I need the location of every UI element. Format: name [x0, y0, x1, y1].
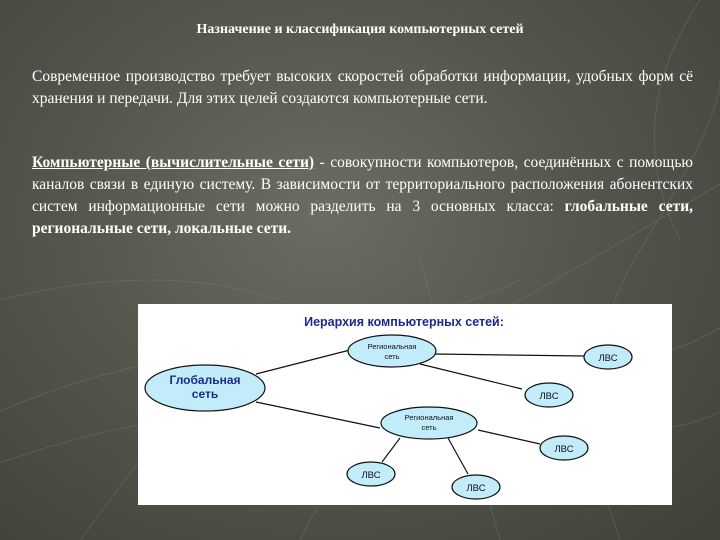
- regional-network-node: [348, 335, 436, 367]
- lan-node: [347, 462, 395, 486]
- regional-node-2-line1: Региональная: [404, 413, 454, 422]
- page-title: Назначение и классификация компьютерных сетей: [196, 22, 524, 37]
- definition-text: - совокупности компьютеров, соединённых с помощью каналов связи в единую систему. В зависимости от территориального расположения абонентских систем информационные сети можно разделить на 3 основных класса:: [32, 154, 693, 215]
- regional-node-1-line1: Региональная: [367, 342, 417, 351]
- lan-node: [525, 383, 573, 407]
- lan-label: ЛВС: [466, 483, 486, 494]
- lan-label: ЛВС: [554, 444, 574, 455]
- regional-network-node: [381, 407, 477, 439]
- global-network-node: [145, 365, 265, 411]
- global-node-line2: сеть: [191, 387, 219, 401]
- lan-node: [540, 436, 588, 460]
- lan-node: [452, 475, 500, 499]
- intro-paragraph: Современное производство требует высоких скоростей обработки информации, удобных форм сё хранения и передачи. Для этих целей создаются компьютерные сети.: [32, 68, 693, 107]
- regional-node-1-line2: сеть: [384, 352, 400, 361]
- lan-label: ЛВС: [539, 391, 559, 402]
- lan-label: ЛВС: [598, 353, 618, 364]
- definition-paragraph: [32, 152, 693, 240]
- diagram-title: Иерархия компьютерных сетей:: [304, 315, 504, 329]
- lan-node: [584, 345, 632, 369]
- regional-node-2-line2: сеть: [421, 423, 437, 432]
- lan-label: ЛВС: [361, 470, 381, 481]
- definition-term: Компьютерные (вычислительные сети): [32, 154, 315, 171]
- global-node-line1: Глобальная: [169, 373, 241, 387]
- network-hierarchy-diagram: [138, 304, 672, 505]
- network-classes: глобальные сети, региональные сети, локальные сети.: [32, 198, 693, 237]
